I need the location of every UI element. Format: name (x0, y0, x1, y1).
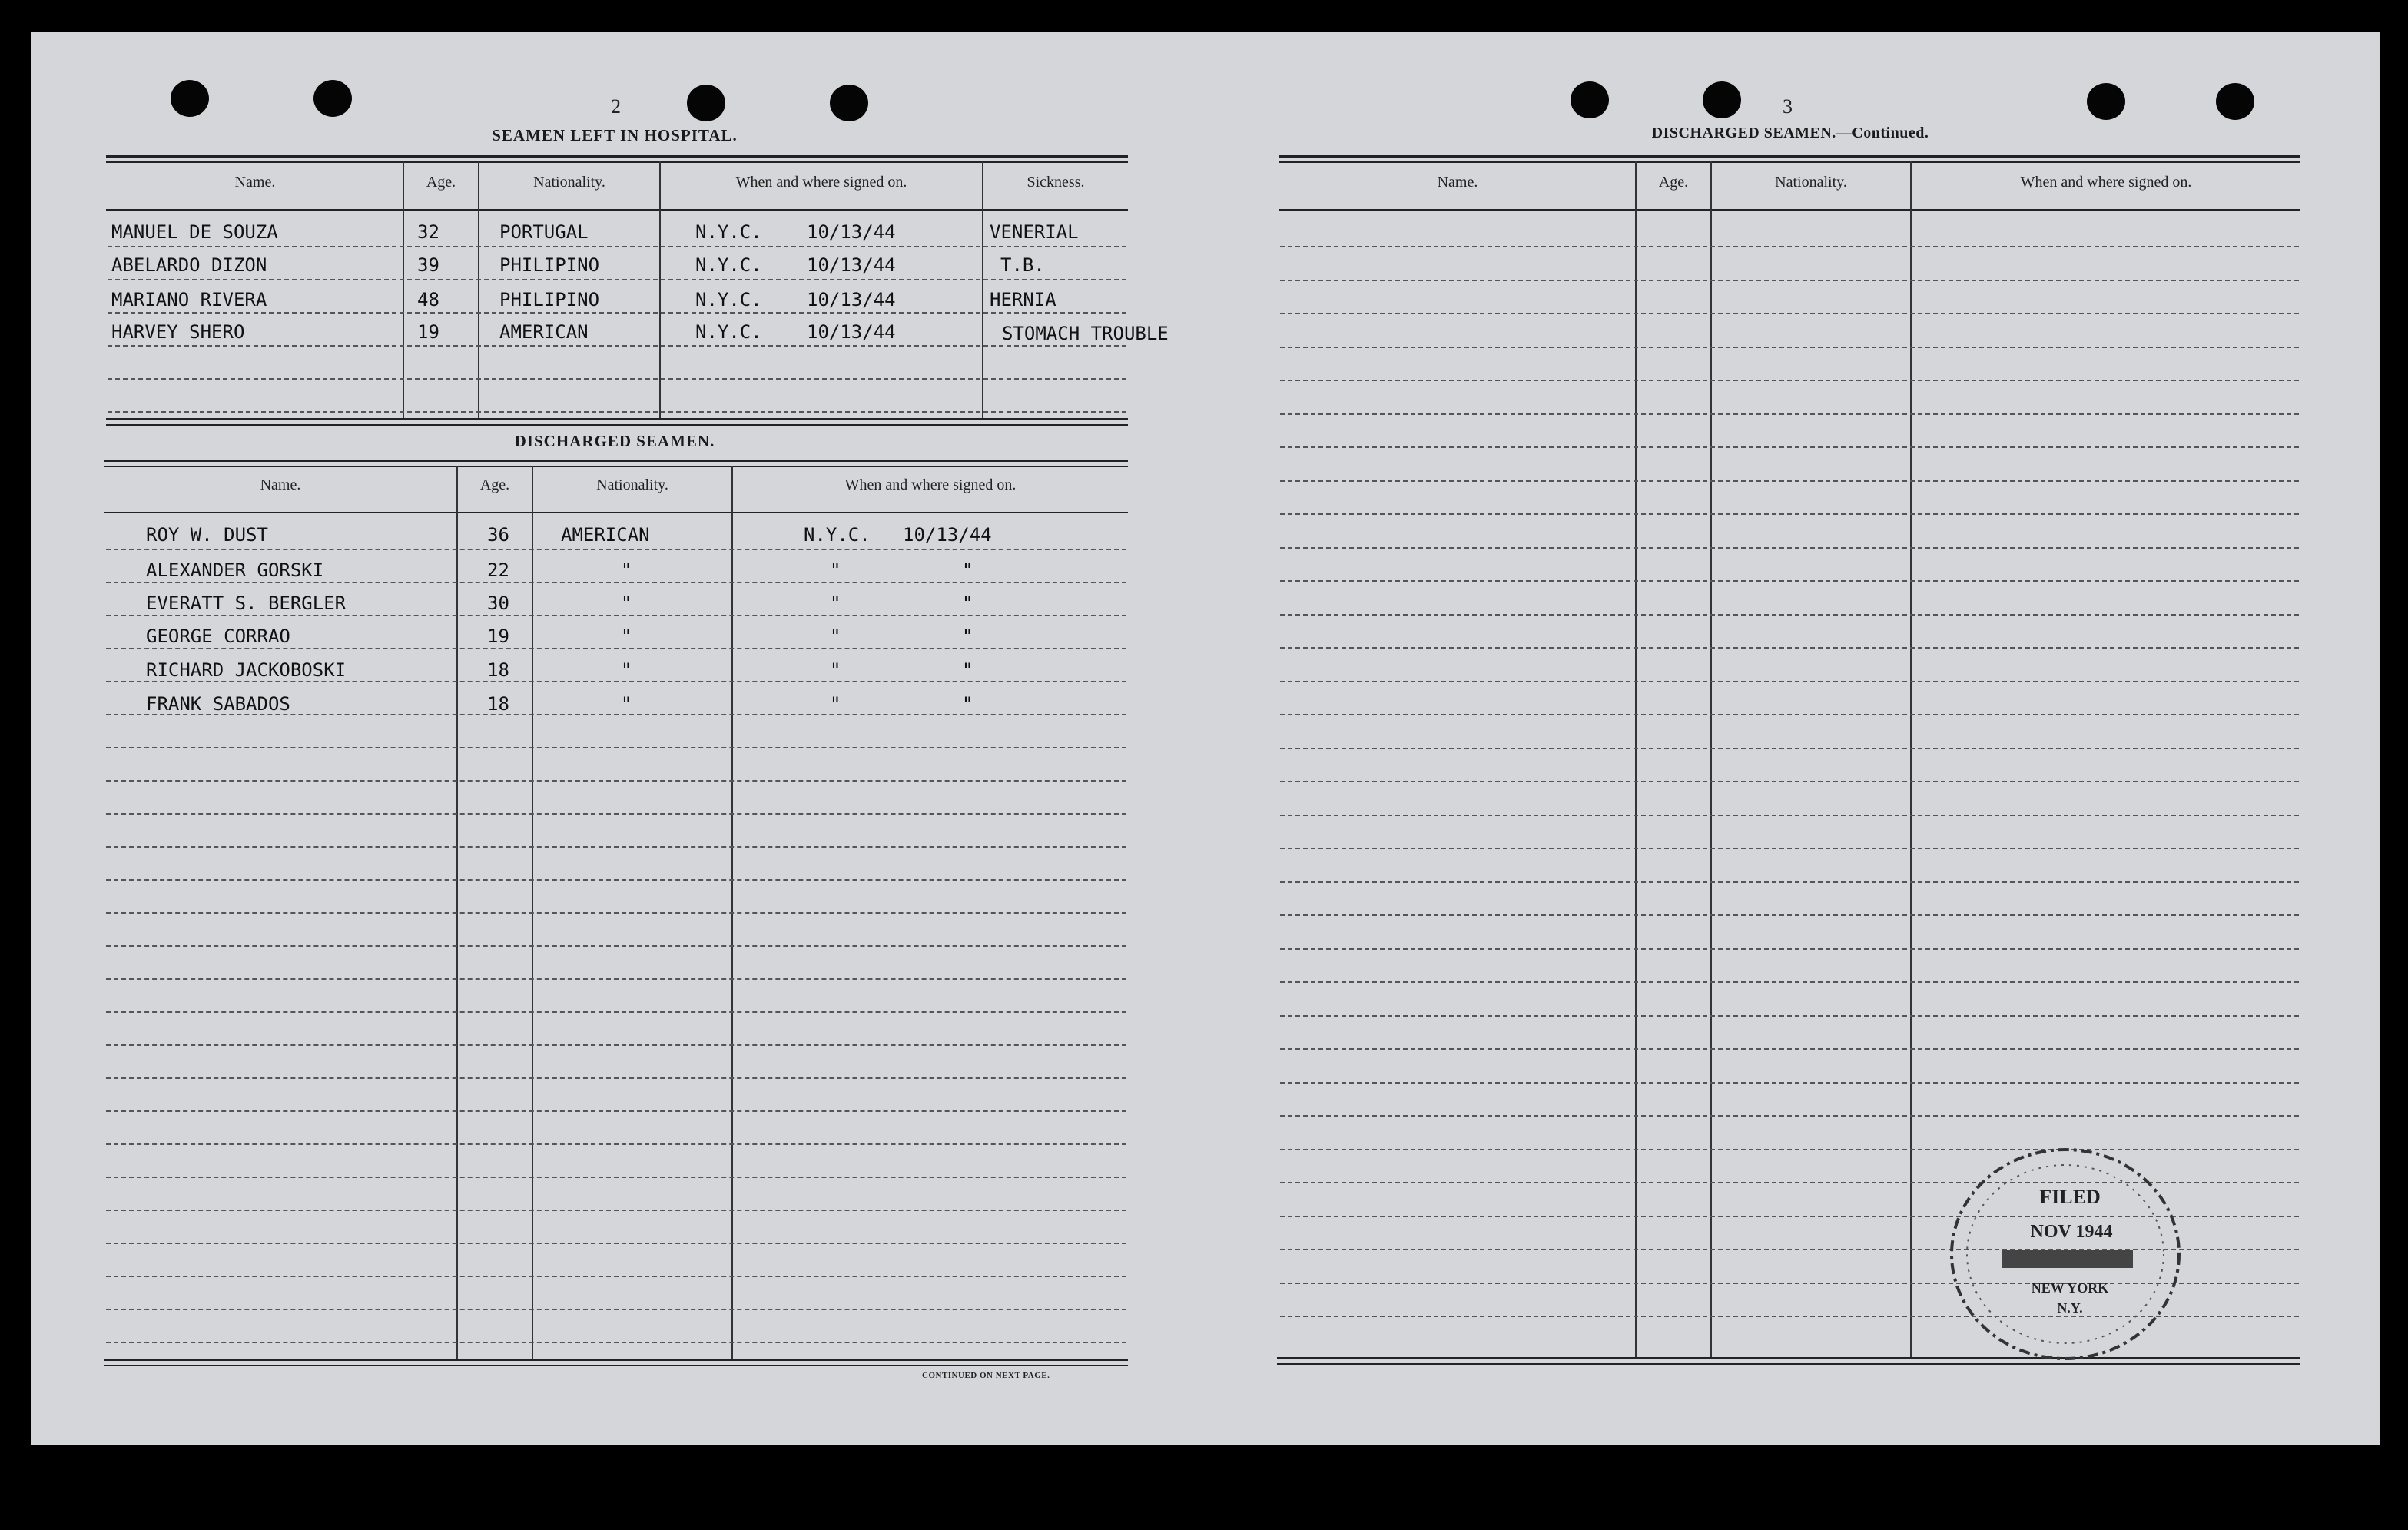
row-line (1280, 881, 2299, 883)
discharged-date: " (962, 659, 973, 681)
right-section-title: DISCHARGED SEAMEN.—Continued. (1651, 124, 1929, 141)
discharged-age: 18 (487, 659, 509, 681)
punch-hole (171, 80, 209, 117)
row-line (106, 978, 1126, 980)
discharged-name: GEORGE CORRAO (146, 626, 290, 647)
hospital-age: 39 (417, 254, 439, 276)
row-line (106, 1143, 1126, 1145)
row-line (108, 246, 1126, 247)
row-line (1280, 1015, 2299, 1017)
rule (106, 155, 1128, 158)
discharged-name: EVERATT S. BERGLER (146, 592, 347, 614)
hospital-header-nationality: Nationality. (533, 174, 605, 191)
row-line (106, 912, 1126, 914)
row-line (1280, 815, 2299, 816)
rule (106, 424, 1128, 426)
row-line (1280, 580, 2299, 582)
row-line (1280, 446, 2299, 448)
column-divider (1910, 161, 1912, 1357)
row-line (1280, 380, 2299, 381)
punch-hole (1703, 81, 1741, 118)
discharged-header-name: Name. (260, 476, 301, 493)
hospital-header-age: Age. (426, 174, 456, 191)
row-line (106, 1110, 1126, 1112)
discharged-date: " (962, 559, 973, 581)
row-line (1280, 1082, 2299, 1084)
right-header-age: Age. (1658, 174, 1689, 191)
svg-text:FILED: FILED (2039, 1186, 2101, 1208)
row-line (1280, 547, 2299, 549)
row-line (108, 279, 1126, 280)
right-header-name: Name. (1437, 174, 1478, 191)
right-header-nationality: Nationality. (1775, 174, 1847, 191)
hospital-name: MANUEL DE SOUZA (111, 221, 278, 243)
received-stamp (1941, 1142, 2187, 1365)
hospital-nationality: AMERICAN (499, 321, 589, 343)
discharged-name: ALEXANDER GORSKI (146, 559, 324, 581)
hospital-place: N.Y.C. (695, 221, 762, 243)
column-divider (1710, 161, 1712, 1357)
row-line (106, 945, 1126, 947)
hospital-date: 10/13/44 (807, 321, 896, 343)
discharged-date: " (962, 592, 973, 614)
hospital-name: ABELARDO DIZON (111, 254, 267, 276)
row-line (1280, 313, 2299, 314)
discharged-place: " (830, 626, 841, 647)
discharged-age: 19 (487, 626, 509, 647)
continued-note: CONTINUED ON NEXT PAGE. (922, 1371, 1050, 1380)
rule (1279, 209, 2300, 211)
hospital-sickness: VENERIAL (990, 221, 1079, 243)
row-line (106, 846, 1126, 848)
row-line (106, 1044, 1126, 1046)
row-line (106, 1276, 1126, 1277)
hospital-place: N.Y.C. (695, 289, 762, 310)
rule (106, 209, 1128, 211)
discharged-header-age: Age. (479, 476, 510, 493)
row-line (1280, 614, 2299, 616)
row-line (1280, 413, 2299, 415)
punch-hole (2216, 83, 2254, 120)
hospital-nationality: PORTUGAL (499, 221, 589, 243)
svg-text:NOV 1944: NOV 1944 (2030, 1222, 2113, 1242)
row-line (1280, 280, 2299, 281)
row-line (106, 1077, 1126, 1079)
row-line (106, 813, 1126, 815)
hospital-header-sickness: Sickness. (1027, 174, 1085, 191)
discharged-name: ROY W. DUST (146, 524, 268, 546)
row-line (1280, 647, 2299, 649)
right-header-signed: When and where signed on. (2020, 174, 2192, 191)
hospital-header-signed: When and where signed on. (735, 174, 907, 191)
discharged-header-signed: When and where signed on. (844, 476, 1017, 493)
rule (106, 418, 1128, 420)
discharged-age: 22 (487, 559, 509, 581)
row-line (1280, 480, 2299, 482)
row-line (1280, 513, 2299, 515)
discharged-place: " (830, 693, 841, 715)
row-line (106, 1243, 1126, 1244)
row-line (1280, 748, 2299, 749)
row-line (108, 411, 1126, 413)
discharged-place: N.Y.C. (804, 524, 871, 546)
rule (104, 512, 1128, 513)
row-line (106, 549, 1126, 550)
row-line (106, 1177, 1126, 1178)
row-line (106, 780, 1126, 782)
row-line (108, 312, 1126, 314)
discharged-nationality: " (621, 592, 632, 614)
discharged-age: 18 (487, 693, 509, 715)
hospital-date: 10/13/44 (807, 221, 896, 243)
row-line (106, 747, 1126, 748)
discharged-nationality: " (621, 659, 632, 681)
hospital-age: 19 (417, 321, 439, 343)
punch-hole (1571, 81, 1609, 118)
row-line (1280, 246, 2299, 247)
row-line (1280, 948, 2299, 950)
rule (106, 161, 1128, 163)
column-divider (1635, 161, 1637, 1357)
row-line (1280, 714, 2299, 715)
discharged-name: RICHARD JACKOBOSKI (146, 659, 347, 681)
punch-hole (687, 85, 725, 121)
row-line (1280, 848, 2299, 849)
row-line (106, 615, 1126, 616)
row-line (106, 1309, 1126, 1310)
hospital-nationality: PHILIPINO (499, 289, 600, 310)
row-line (1280, 914, 2299, 916)
rule (104, 466, 1128, 467)
discharged-header-nationality: Nationality. (596, 476, 668, 493)
rule (1279, 161, 2300, 163)
row-line (108, 345, 1126, 347)
row-line (1280, 1048, 2299, 1050)
discharged-nationality: " (621, 693, 632, 715)
row-line (1280, 781, 2299, 782)
row-line (1280, 681, 2299, 682)
punch-hole (2087, 83, 2125, 120)
discharged-age: 30 (487, 592, 509, 614)
punch-hole (313, 80, 352, 117)
svg-text:N.Y.: N.Y. (2057, 1300, 2083, 1316)
discharged-place: " (830, 559, 841, 581)
rule (104, 460, 1128, 462)
discharged-age: 36 (487, 524, 509, 546)
discharged-date: " (962, 626, 973, 647)
discharged-nationality: AMERICAN (561, 524, 650, 546)
discharged-name: FRANK SABADOS (146, 693, 290, 715)
row-line (1280, 1115, 2299, 1117)
discharged-nationality: " (621, 559, 632, 581)
discharged-nationality: " (621, 626, 632, 647)
hospital-sickness: STOMACH TROUBLE (1002, 323, 1169, 344)
row-line (106, 1011, 1126, 1013)
hospital-name: MARIANO RIVERA (111, 289, 267, 310)
discharged-date: 10/13/44 (903, 524, 992, 546)
hospital-section-title: SEAMEN LEFT IN HOSPITAL. (492, 126, 738, 144)
hospital-sickness: HERNIA (990, 289, 1056, 310)
svg-text:NEW YORK: NEW YORK (2031, 1280, 2109, 1296)
hospital-header-name: Name. (234, 174, 276, 191)
row-line (106, 879, 1126, 881)
rule (1279, 155, 2300, 158)
row-line (106, 681, 1126, 682)
hospital-date: 10/13/44 (807, 254, 896, 276)
rule (104, 1359, 1128, 1361)
page-number-right: 3 (1783, 95, 1793, 118)
row-line (106, 1210, 1126, 1211)
hospital-name: HARVEY SHERO (111, 321, 245, 343)
row-line (108, 378, 1126, 380)
hospital-place: N.Y.C. (695, 321, 762, 343)
hospital-date: 10/13/44 (807, 289, 896, 310)
hospital-age: 48 (417, 289, 439, 310)
hospital-sickness: T.B. (1000, 254, 1045, 276)
discharged-section-title: DISCHARGED SEAMEN. (514, 432, 715, 450)
discharged-place: " (830, 592, 841, 614)
page-number-left: 2 (611, 95, 621, 118)
row-line (106, 582, 1126, 583)
hospital-place: N.Y.C. (695, 254, 762, 276)
hospital-nationality: PHILIPINO (499, 254, 600, 276)
punch-hole (830, 85, 868, 121)
hospital-age: 32 (417, 221, 439, 243)
row-line (106, 648, 1126, 649)
row-line (1280, 981, 2299, 983)
discharged-place: " (830, 659, 841, 681)
row-line (106, 1342, 1126, 1343)
discharged-date: " (962, 693, 973, 715)
rule (104, 1365, 1128, 1366)
row-line (1280, 347, 2299, 348)
